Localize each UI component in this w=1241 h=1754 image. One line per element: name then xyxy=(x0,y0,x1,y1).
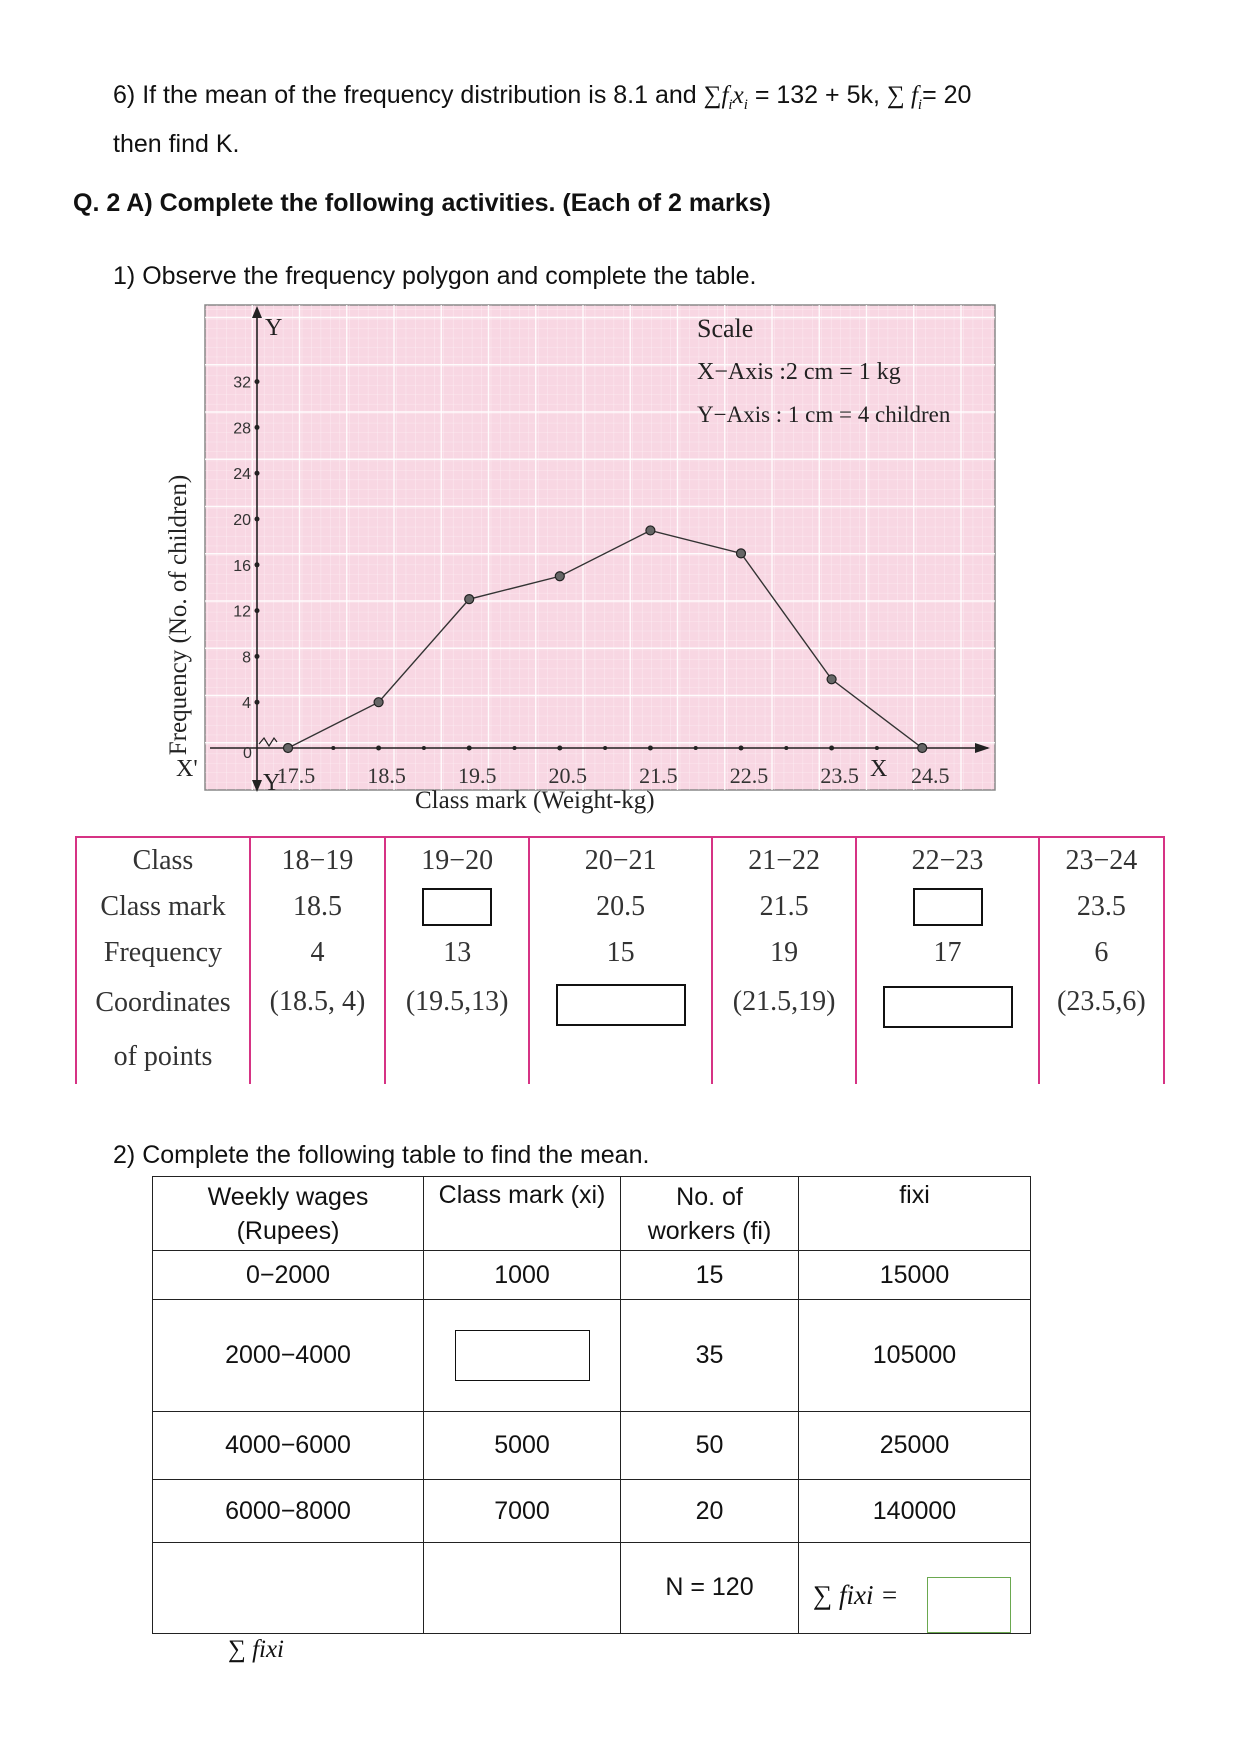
table1-classmark-1 xyxy=(385,884,530,930)
data-point xyxy=(646,526,655,535)
sum-fx-xsub: i xyxy=(743,97,748,113)
table2-total-row xyxy=(153,1543,1031,1634)
activity-1-text: Observe the frequency polygon and complete the table. xyxy=(142,262,757,290)
table1-coord-1: (19.5,13) xyxy=(385,976,530,1084)
x-minor-tick-dot xyxy=(784,746,788,750)
x-tick-dot xyxy=(376,746,381,751)
table2-cell-2-3: 25000 xyxy=(799,1412,1031,1480)
chart-scale-y-line: Y−Axis : 1 cm = 4 children xyxy=(697,402,951,427)
y-tick-label: 24 xyxy=(233,466,251,484)
question-6 xyxy=(113,76,1133,164)
x-minor-tick-dot xyxy=(422,746,426,750)
table2-header-wages-2: (Rupees) xyxy=(236,1216,340,1245)
sum-fx-x: x xyxy=(732,82,744,109)
table1-row-classmark xyxy=(76,884,1164,930)
table2-cell-3-1: 7000 xyxy=(424,1480,621,1543)
table1-row-frequency xyxy=(76,930,1164,976)
footer-sum-fixi: ∑ fixi xyxy=(228,1636,285,1663)
table2-cell-1-0: 2000−4000 xyxy=(153,1300,424,1412)
table1-coord-0: (18.5, 4) xyxy=(250,976,385,1084)
sum-f-symbol: ∑ f xyxy=(886,82,918,109)
table1-coord-4 xyxy=(856,976,1038,1084)
chart-scale-title: Scale xyxy=(697,314,754,343)
table1-class-5: 23−24 xyxy=(1039,837,1164,884)
table2-sum-cell xyxy=(799,1543,1031,1634)
x-tick-dot xyxy=(467,746,472,751)
sum-f-sub: i xyxy=(917,97,923,113)
x-pos-label: X xyxy=(870,756,888,782)
table2-row-2 xyxy=(153,1412,1031,1480)
x-tick-label: 23.5 xyxy=(820,763,859,788)
answer-blank-sum-fixi[interactable] xyxy=(927,1577,1011,1633)
x-tick-label: 22.5 xyxy=(729,763,769,788)
table1-label-classmark: Class mark xyxy=(76,884,250,930)
answer-blank-coordinates-20-21[interactable] xyxy=(556,984,686,1026)
table1-freq-0: 4 xyxy=(250,930,385,976)
y-tick-dot xyxy=(255,471,260,476)
y-tick-label: 4 xyxy=(242,695,251,713)
chart-scale-x-line: X−Axis :2 cm = 1 kg xyxy=(697,359,901,385)
table2-cell-1-3: 105000 xyxy=(799,1300,1031,1412)
y-tick-dot xyxy=(255,425,260,430)
table2-cell-1-1 xyxy=(424,1300,621,1412)
x-minor-tick-dot xyxy=(331,746,335,750)
question-6-number: 6) xyxy=(113,81,136,109)
x-minor-tick-dot xyxy=(603,746,607,750)
wages-table xyxy=(152,1176,1031,1634)
table1-freq-1: 13 xyxy=(385,930,530,976)
table1-classmark-2: 20.5 xyxy=(529,884,711,930)
x-tick-label: 21.5 xyxy=(639,763,678,788)
data-point xyxy=(374,698,383,707)
activity-1-number: 1) xyxy=(113,262,136,290)
class-table xyxy=(75,836,1165,1084)
y-tick-label: 20 xyxy=(233,512,251,529)
table1-class-1: 19−20 xyxy=(385,837,530,884)
table1-row-coordinates xyxy=(76,976,1164,1084)
chart-y-axis-title: Frequency (No. of children) xyxy=(165,474,192,756)
question-6-text-b: = 132 + 5k, xyxy=(747,81,887,109)
x-minor-tick-dot xyxy=(694,746,698,750)
table2-cell-3-3: 140000 xyxy=(799,1480,1031,1543)
answer-blank-classmark-19-20[interactable] xyxy=(422,888,492,926)
x-tick-dot xyxy=(829,746,834,751)
table1-class-4: 22−23 xyxy=(856,837,1038,884)
data-point xyxy=(555,572,564,581)
y-tick-label: 12 xyxy=(233,603,251,621)
activity-2-number: 2) xyxy=(113,1141,136,1169)
x-tick-label: 24.5 xyxy=(910,763,950,788)
y-tick-label: 16 xyxy=(233,557,251,575)
table1-label-coordinates xyxy=(76,976,250,1084)
answer-blank-coordinates-22-23[interactable] xyxy=(883,986,1013,1028)
table1-class-2: 20−21 xyxy=(529,837,711,884)
table2-cell-0-1: 1000 xyxy=(424,1251,621,1300)
y-tick-label: 32 xyxy=(233,374,251,392)
table1-classmark-0: 18.5 xyxy=(250,884,385,930)
table1-freq-3: 19 xyxy=(712,930,857,976)
table2-cell-2-1: 5000 xyxy=(424,1412,621,1480)
x-tick-label: 17.5 xyxy=(276,763,316,788)
y-tick-label: 8 xyxy=(242,649,251,667)
table1-label-class: Class xyxy=(76,837,250,884)
table2-cell-0-3: 15000 xyxy=(799,1251,1031,1300)
y-pos-label: Y xyxy=(265,315,283,341)
table2-cell-3-2: 20 xyxy=(621,1480,799,1543)
data-point xyxy=(465,595,474,604)
table2-header-fixi: fixi xyxy=(799,1177,1031,1251)
data-point xyxy=(737,549,746,558)
table2-header-wages-1: Weekly wages xyxy=(207,1182,369,1211)
table1-coord-5: (23.5,6) xyxy=(1039,976,1164,1084)
sum-fx-sub: i xyxy=(728,97,733,113)
x-tick-label: 20.5 xyxy=(548,763,588,788)
table1-class-3: 21−22 xyxy=(712,837,857,884)
table2-header-row xyxy=(153,1177,1031,1251)
table1-coord-3: (21.5,19) xyxy=(712,976,857,1084)
table1-classmark-5: 23.5 xyxy=(1039,884,1164,930)
table2-cell-3-0: 6000−8000 xyxy=(153,1480,424,1543)
y-tick-dot xyxy=(255,379,260,384)
y-tick-dot xyxy=(255,517,260,522)
answer-blank-classmark-22-23[interactable] xyxy=(913,888,983,926)
y-tick-dot xyxy=(255,562,260,567)
table1-row-class xyxy=(76,837,1164,884)
table2-cell-0-0: 0−2000 xyxy=(153,1251,424,1300)
y-tick-dot xyxy=(255,608,260,613)
data-point xyxy=(284,744,293,753)
table1-label-coordinates-1: Coordinates xyxy=(95,987,231,1018)
table1-freq-2: 15 xyxy=(529,930,711,976)
table2-total-n: N = 120 xyxy=(621,1543,799,1634)
table2-total-empty-0 xyxy=(153,1543,424,1634)
sum-fixi-label: ∑ fixi = xyxy=(813,1580,899,1610)
table2-row-0 xyxy=(153,1251,1031,1300)
x-minor-tick-dot xyxy=(513,746,517,750)
y-tick-dot xyxy=(255,654,260,659)
table1-freq-5: 6 xyxy=(1039,930,1164,976)
section-heading: Q. 2 A) Complete the following activities. (Each of 2 marks) xyxy=(73,189,771,217)
x-minor-tick-dot xyxy=(875,746,879,750)
table1-freq-4: 17 xyxy=(856,930,1038,976)
y-neg-label: Y' xyxy=(263,770,285,796)
table2-row-3 xyxy=(153,1480,1031,1543)
table2-cell-2-2: 50 xyxy=(621,1412,799,1480)
table2-header-wages xyxy=(153,1177,424,1251)
table2-row-1 xyxy=(153,1300,1031,1412)
question-6-text-a: If the mean of the frequency distribution is 8.1 and xyxy=(142,81,704,109)
table1-classmark-4 xyxy=(856,884,1038,930)
activity-1 xyxy=(113,262,756,291)
sum-fx-symbol: ∑f xyxy=(703,82,729,109)
table2-header-workers-2: workers (fi) xyxy=(647,1216,772,1245)
answer-blank-classmark-2000-4000[interactable] xyxy=(455,1330,590,1381)
question-6-line2: then find K. xyxy=(113,130,240,158)
x-neg-label: X' xyxy=(176,756,198,782)
table2-cell-0-2: 15 xyxy=(621,1251,799,1300)
question-6-text-c: = 20 xyxy=(922,81,972,109)
origin-label: 0 xyxy=(243,745,252,762)
table2-total-empty-1 xyxy=(424,1543,621,1634)
activity-2 xyxy=(113,1141,649,1170)
x-tick-dot xyxy=(648,746,653,751)
table2-cell-1-2: 35 xyxy=(621,1300,799,1412)
table2-header-workers xyxy=(621,1177,799,1251)
x-tick-dot xyxy=(739,746,744,751)
activity-2-text: Complete the following table to find the mean. xyxy=(142,1141,650,1169)
table2-header-classmark: Class mark (xi) xyxy=(424,1177,621,1251)
data-point xyxy=(918,744,927,753)
table1-class-0: 18−19 xyxy=(250,837,385,884)
x-tick-dot xyxy=(557,746,562,751)
chart-x-axis-title: Class mark (Weight-kg) xyxy=(415,787,655,814)
table1-classmark-3: 21.5 xyxy=(712,884,857,930)
table2-header-workers-1: No. of xyxy=(676,1182,743,1211)
frequency-polygon-chart xyxy=(160,300,1010,830)
table1-label-coordinates-2: of points xyxy=(113,1041,213,1072)
x-tick-label: 19.5 xyxy=(457,763,497,788)
y-tick-label: 28 xyxy=(233,420,251,438)
table2-cell-2-0: 4000−6000 xyxy=(153,1412,424,1480)
x-tick-label: 18.5 xyxy=(367,763,406,788)
table1-coord-2 xyxy=(529,976,711,1084)
data-point xyxy=(827,675,836,684)
y-tick-dot xyxy=(255,700,260,705)
table1-label-frequency: Frequency xyxy=(76,930,250,976)
